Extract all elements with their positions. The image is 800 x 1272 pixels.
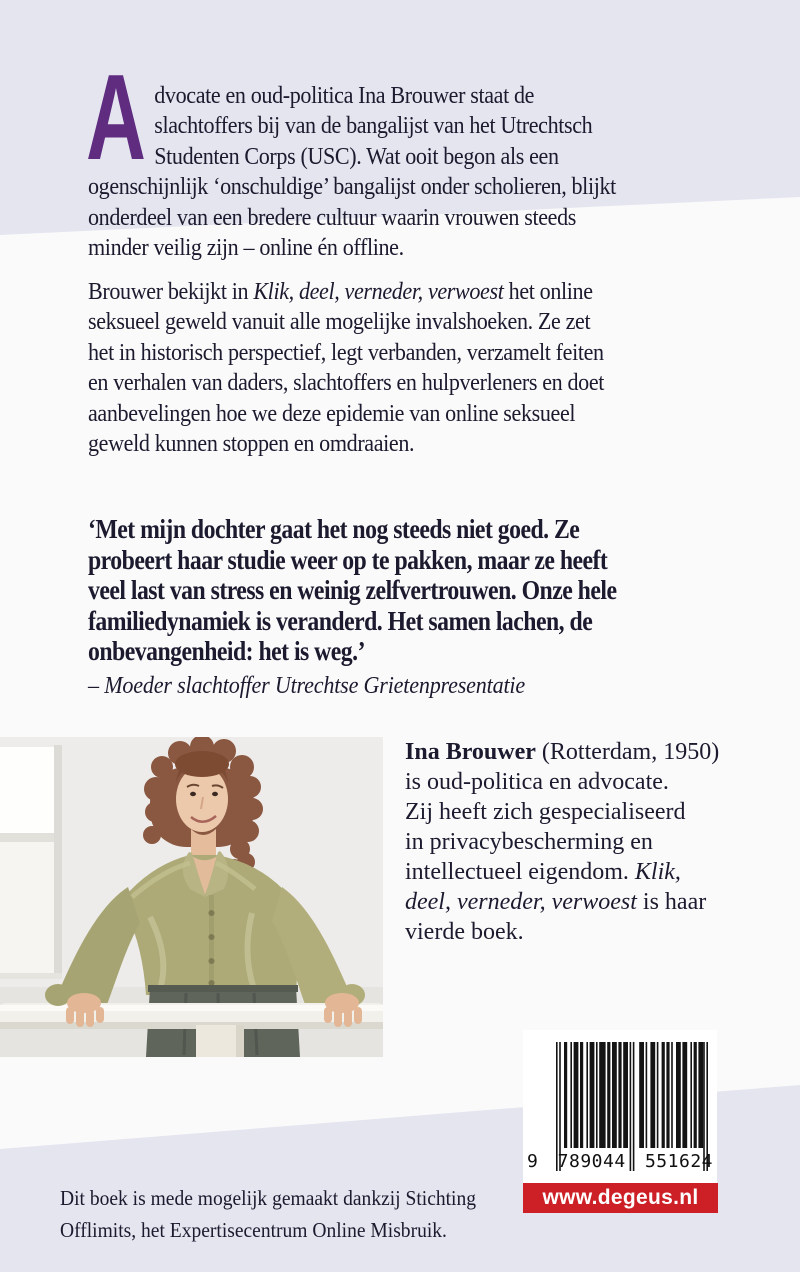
isbn-group: 9 <box>527 1151 539 1172</box>
text-line: minder veilig zijn – online én offline. <box>88 235 404 262</box>
text-line: ‘Met mijn dochter gaat het nog steeds niet goed. Ze <box>88 514 580 544</box>
text-line: Studenten Corps (USC). Wat ooit begon als een <box>154 143 559 170</box>
author-photo-illustration <box>0 737 383 1057</box>
isbn-number <box>523 1151 717 1177</box>
text-line: dvocate en oud-politica Ina Brouwer staat de <box>154 83 535 109</box>
author-photo <box>0 737 383 1057</box>
pull-quote <box>88 514 616 667</box>
text-line: familiedynamiek is veranderd. Het samen lachen, de <box>88 605 593 636</box>
blurb-paragraph-1 <box>88 81 616 263</box>
isbn-group: 789044 <box>557 1151 626 1172</box>
text-line: in privacybescherming en <box>405 829 653 855</box>
blurb-paragraph-2 <box>88 277 604 459</box>
sponsor-note <box>60 1183 476 1246</box>
text-line: geweld kunnen stoppen en omdraaien. <box>88 431 415 458</box>
isbn-group: 551624 <box>644 1151 713 1172</box>
text-line: en verhalen van daders, slachtoffers en hulpverleners en doet <box>88 370 605 397</box>
text-line: probeert haar studie weer op te pakken, maar ze heeft <box>88 544 608 575</box>
text-line: Offlimits, het Expertisecentrum Online Misbruik. <box>60 1217 447 1242</box>
publisher-url-banner: www.degeus.nl <box>523 1183 718 1213</box>
text-line: deel, verneder, verwoest is haar <box>405 889 707 915</box>
text-line: onbevangenheid: het is weg.’ <box>88 636 365 667</box>
text-line: onderdeel van een bredere cultuur waarin vrouwen steeds <box>88 204 577 231</box>
text-line: Dit boek is mede mogelijk gemaakt dankzij Stichting <box>60 1186 477 1210</box>
text-line: slachtoffers bij van de bangalijst van het Utrechtsch <box>154 113 593 140</box>
text-line: is oud-politica en advocate. <box>405 769 669 795</box>
text-line: intellectueel eigendom. Klik, <box>405 859 681 885</box>
text-line: het in historisch perspectief, legt verbanden, verzamelt feiten <box>88 339 604 366</box>
text-line: ogenschijnlijk ‘onschuldige’ bangalijst onder scholieren, blijkt <box>88 174 616 201</box>
text-line: Brouwer bekijkt in Klik, deel, verneder, verwoest het online <box>88 279 593 305</box>
text-line: Zij heeft zich gespecialiseerd <box>405 799 686 825</box>
author-bio <box>405 737 719 947</box>
text-line: seksueel geweld vanuit alle mogelijke invalshoeken. Ze zet <box>88 309 591 336</box>
text-line: aanbevelingen hoe we deze epidemie van online seksueel <box>88 400 576 427</box>
dropcap-letter: A <box>86 49 146 185</box>
text-line: Ina Brouwer (Rotterdam, 1950) <box>405 739 720 765</box>
text-line: veel last van stress en weinig zelfvertrouwen. Onze hele <box>88 575 617 606</box>
quote-attribution: – Moeder slachtoffer Utrechtse Grietenpresentatie <box>88 673 525 699</box>
text-line: vierde boek. <box>405 919 524 945</box>
